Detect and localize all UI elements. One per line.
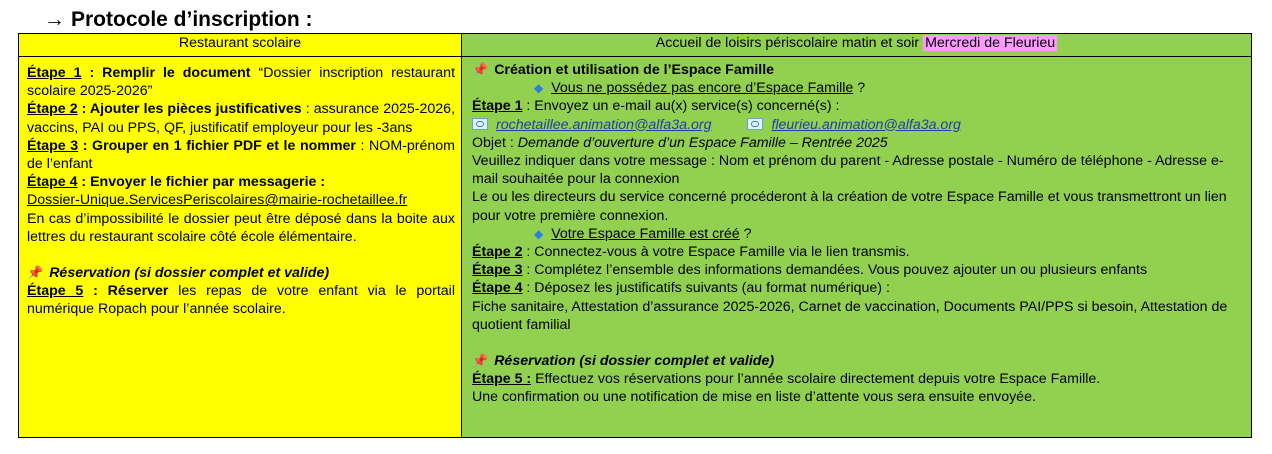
rochetaillee-email-link[interactable]: rochetaillee.animation@alfa3a.org — [496, 116, 712, 133]
left-note: En cas d’impossibilité le dossier peut être déposé dans la boite aux lettres du restaurant scolaire côté école élémentaire. — [27, 210, 455, 245]
confirmation-note: Une confirmation ou une notification de mise en liste d’attente vous sera ensuite envoyée. — [472, 389, 1036, 406]
header-accueil-text: Accueil de loisirs périscolaire matin et soir — [655, 35, 920, 51]
right-step-4: Étape 4 : Déposez les justificatifs suivants (au format numérique) : — [472, 280, 890, 297]
email-icon — [472, 118, 488, 130]
documents-list: Fiche sanitaire, Attestation d’assurance 2025-2026, Carnet de vaccination, Documents PAI/PPS si besoin, Attestation de quotient familial — [472, 298, 1228, 333]
header-restaurant: Restaurant scolaire — [19, 34, 462, 57]
arrow-right-icon: → — [44, 8, 65, 31]
right-step-3: Étape 3 : Complétez l’ensemble des informations demandées. Vous pouvez ajouter un ou plusieurs enfants — [472, 262, 1148, 279]
mairie-email-link[interactable]: Dossier-Unique.ServicesPeriscolaires@mairie-rochetaillee.fr — [27, 192, 408, 209]
pushpin-icon: 📌 — [472, 62, 489, 77]
left-step-4: Étape 4 : Envoyer le fichier par messagerie : — [27, 174, 326, 191]
header-highlight: Mercredi de Fleurieu — [925, 35, 1056, 51]
message-instructions: Veuillez indiquer dans votre message : Nom et prénom du parent - Adresse postale - Numéro de téléphone - Adresse e-mail souhaitée pour la connexion — [472, 153, 1224, 188]
right-reservation-title: 📌 Réservation (si dossier complet et valide) — [472, 353, 775, 370]
right-step-2: Étape 2 : Connectez-vous à votre Espace Famille via le lien transmis. — [472, 244, 910, 261]
pushpin-icon: 📌 — [27, 265, 44, 281]
fleurieu-email-link[interactable]: fleurieu.animation@alfa3a.org — [771, 116, 961, 133]
director-note: Le ou les directeurs du service concerné procéderont à la création de votre Espace Famille et vous transmettront un lien pour votre première connexion. — [472, 189, 1227, 224]
right-step-5: Étape 5 : Effectuez vos réservations pour l’année scolaire directement depuis votre Espace Famille. — [472, 371, 1101, 388]
left-step-2: Étape 2 : Ajouter les pièces justificatives : assurance 2025-2026, vaccins, PAI ou PPS, QF, justificatif employeur pour les -3ans — [27, 101, 456, 136]
left-step-5: Étape 5 : Réserver les repas de votre enfant via le portail numérique Ropach pour l’année scolaire. — [27, 283, 455, 318]
question-account-created: ◆ Votre Espace Famille est créé ? — [534, 225, 752, 242]
restaurant-column — [19, 57, 462, 438]
protocol-table — [18, 33, 1252, 438]
right-step-1: Étape 1 : Envoyez un e-mail au(x) service(s) concerné(s) : — [472, 98, 840, 115]
question-no-account: ◆ Vous ne possédez pas encore d’Espace Famille ? — [534, 80, 866, 97]
left-step-3: Étape 3 : Grouper en 1 fichier PDF et le nommer : NOM-prénom de l’enfant — [27, 137, 455, 173]
pushpin-icon: 📌 — [472, 353, 489, 369]
title-text: Protocole d’inscription : — [71, 8, 313, 31]
right-section-title: 📌 Création et utilisation de l’Espace Famille — [472, 62, 775, 78]
accueil-column — [462, 57, 1252, 438]
diamond-bullet-icon: ◆ — [534, 226, 544, 241]
page-title — [44, 8, 313, 32]
left-step-1: Étape 1 : Remplir le document “Dossier inscription restaurant scolaire 2025-2026” — [27, 65, 456, 100]
email-icon — [747, 118, 763, 130]
email-row — [472, 116, 1245, 134]
diamond-bullet-icon: ◆ — [534, 81, 544, 96]
left-reservation-title: 📌 Réservation (si dossier complet et valide) — [27, 265, 330, 282]
objet-line: Objet : Demande d’ouverture d’un Espace Famille – Rentrée 2025 — [472, 134, 888, 151]
header-accueil — [462, 34, 1252, 57]
